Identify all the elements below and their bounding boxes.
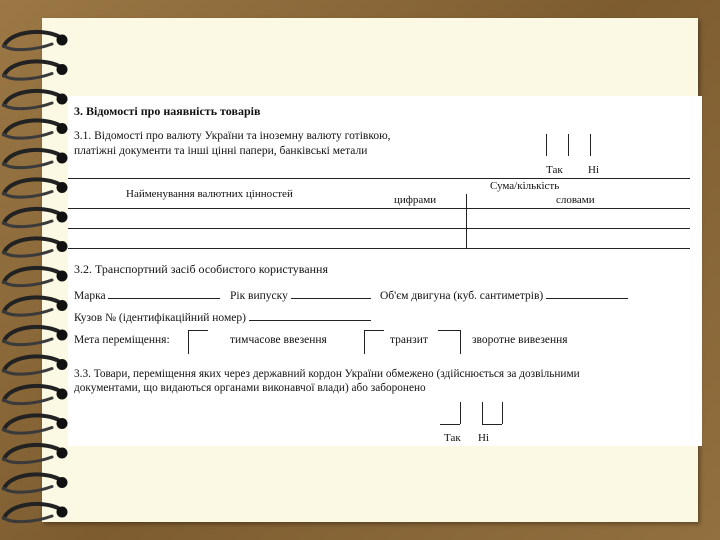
- column-header-words: словами: [556, 194, 595, 206]
- table-cell-amount-1[interactable]: [468, 210, 688, 227]
- yes-label: Так: [546, 164, 563, 176]
- purpose-transit-label: транзит: [390, 334, 428, 346]
- spiral-ring: [4, 268, 68, 286]
- spiral-rings-svg: [0, 0, 72, 540]
- checkbox-reexport-top: [438, 330, 460, 331]
- table-top-rule: [68, 178, 690, 179]
- question-3-3-line2: документами, що видаються органами виконавчої влади) або заборонено: [74, 382, 426, 394]
- spiral-ring: [4, 209, 68, 227]
- spiral-ring: [4, 327, 68, 345]
- table-cell-amount-2[interactable]: [468, 230, 688, 247]
- checkbox-yes-left-edge: [546, 134, 547, 156]
- engine-row: [380, 288, 628, 302]
- spiral-ring: [4, 179, 68, 197]
- brand-field[interactable]: [108, 288, 220, 299]
- question-3-1-line2: платіжні документи та інші цінні папери, банківські метали: [74, 145, 368, 157]
- checkbox-no-right-edge[interactable]: [590, 134, 591, 156]
- brand-label: Марка: [74, 290, 106, 302]
- spiral-ring: [4, 91, 68, 109]
- question-3-3-line1: 3.3. Товари, переміщення яких через державний кордон України обмежено (здійснюється за дозвільними: [74, 368, 580, 380]
- purpose-temp-label: тимчасове ввезення: [230, 334, 327, 346]
- checkbox-yes2-bottom: [440, 424, 460, 425]
- year-label: Рік випуску: [230, 290, 288, 302]
- checkbox-temp-top: [188, 330, 208, 331]
- year-row: [230, 288, 371, 302]
- brand-row: [74, 288, 220, 302]
- purpose-reexport-label: зворотне вивезення: [472, 334, 568, 346]
- checkbox-reexport[interactable]: [460, 330, 461, 354]
- checkbox-no2-right-edge[interactable]: [502, 402, 503, 424]
- engine-field[interactable]: [546, 288, 628, 299]
- year-field[interactable]: [291, 288, 371, 299]
- column-header-digits: цифрами: [394, 194, 437, 206]
- section-title: 3. Відомості про наявність товарів: [74, 104, 261, 118]
- checkbox-no2-left-edge: [482, 402, 483, 424]
- body-label: Кузов № (ідентифікаційний номер): [74, 312, 246, 324]
- checkbox-yes2-right-edge[interactable]: [460, 402, 461, 424]
- spiral-ring: [4, 297, 68, 315]
- question-3-1-line1: 3.1. Відомості про валюту України та іноземну валюту готівкою,: [74, 130, 391, 142]
- checkbox-transit-top: [364, 330, 384, 331]
- no-label: Ні: [588, 164, 599, 176]
- checkbox-yes-right-edge[interactable]: [568, 134, 569, 156]
- spiral-ring: [4, 356, 68, 374]
- spiral-ring: [4, 474, 68, 492]
- table-cell-name-1[interactable]: [70, 210, 464, 227]
- spiral-ring: [4, 150, 68, 168]
- checkbox-transit[interactable]: [364, 330, 365, 354]
- spiral-ring: [4, 120, 68, 138]
- customs-declaration-form: [68, 96, 702, 446]
- spiral-ring: [4, 504, 68, 522]
- spiral-ring: [4, 445, 68, 463]
- table-header-rule: [68, 208, 690, 209]
- spiral-ring: [4, 386, 68, 404]
- checkbox-no2-bottom: [482, 424, 502, 425]
- checkbox-temp[interactable]: [188, 330, 189, 354]
- table-row-rule: [68, 228, 690, 229]
- spiral-ring: [4, 32, 68, 50]
- spiral-ring: [4, 415, 68, 433]
- body-row: [74, 310, 371, 324]
- table-cell-name-2[interactable]: [70, 230, 464, 247]
- body-field[interactable]: [249, 310, 371, 321]
- no2-label: Ні: [478, 432, 489, 444]
- spiral-ring: [4, 238, 68, 256]
- table-column-divider: [466, 194, 467, 248]
- column-header-amount: Сума/кількість: [490, 180, 560, 192]
- purpose-label: Мета переміщення:: [74, 334, 170, 346]
- engine-label: Об'єм двигуна (куб. сантиметрів): [380, 290, 544, 302]
- question-3-2-title: 3.2. Транспортний засіб особистого користування: [74, 262, 328, 276]
- table-bottom-rule: [68, 248, 690, 249]
- yes2-label: Так: [444, 432, 461, 444]
- spiral-ring: [4, 61, 68, 79]
- column-header-name: Найменування валютних цінностей: [126, 188, 293, 200]
